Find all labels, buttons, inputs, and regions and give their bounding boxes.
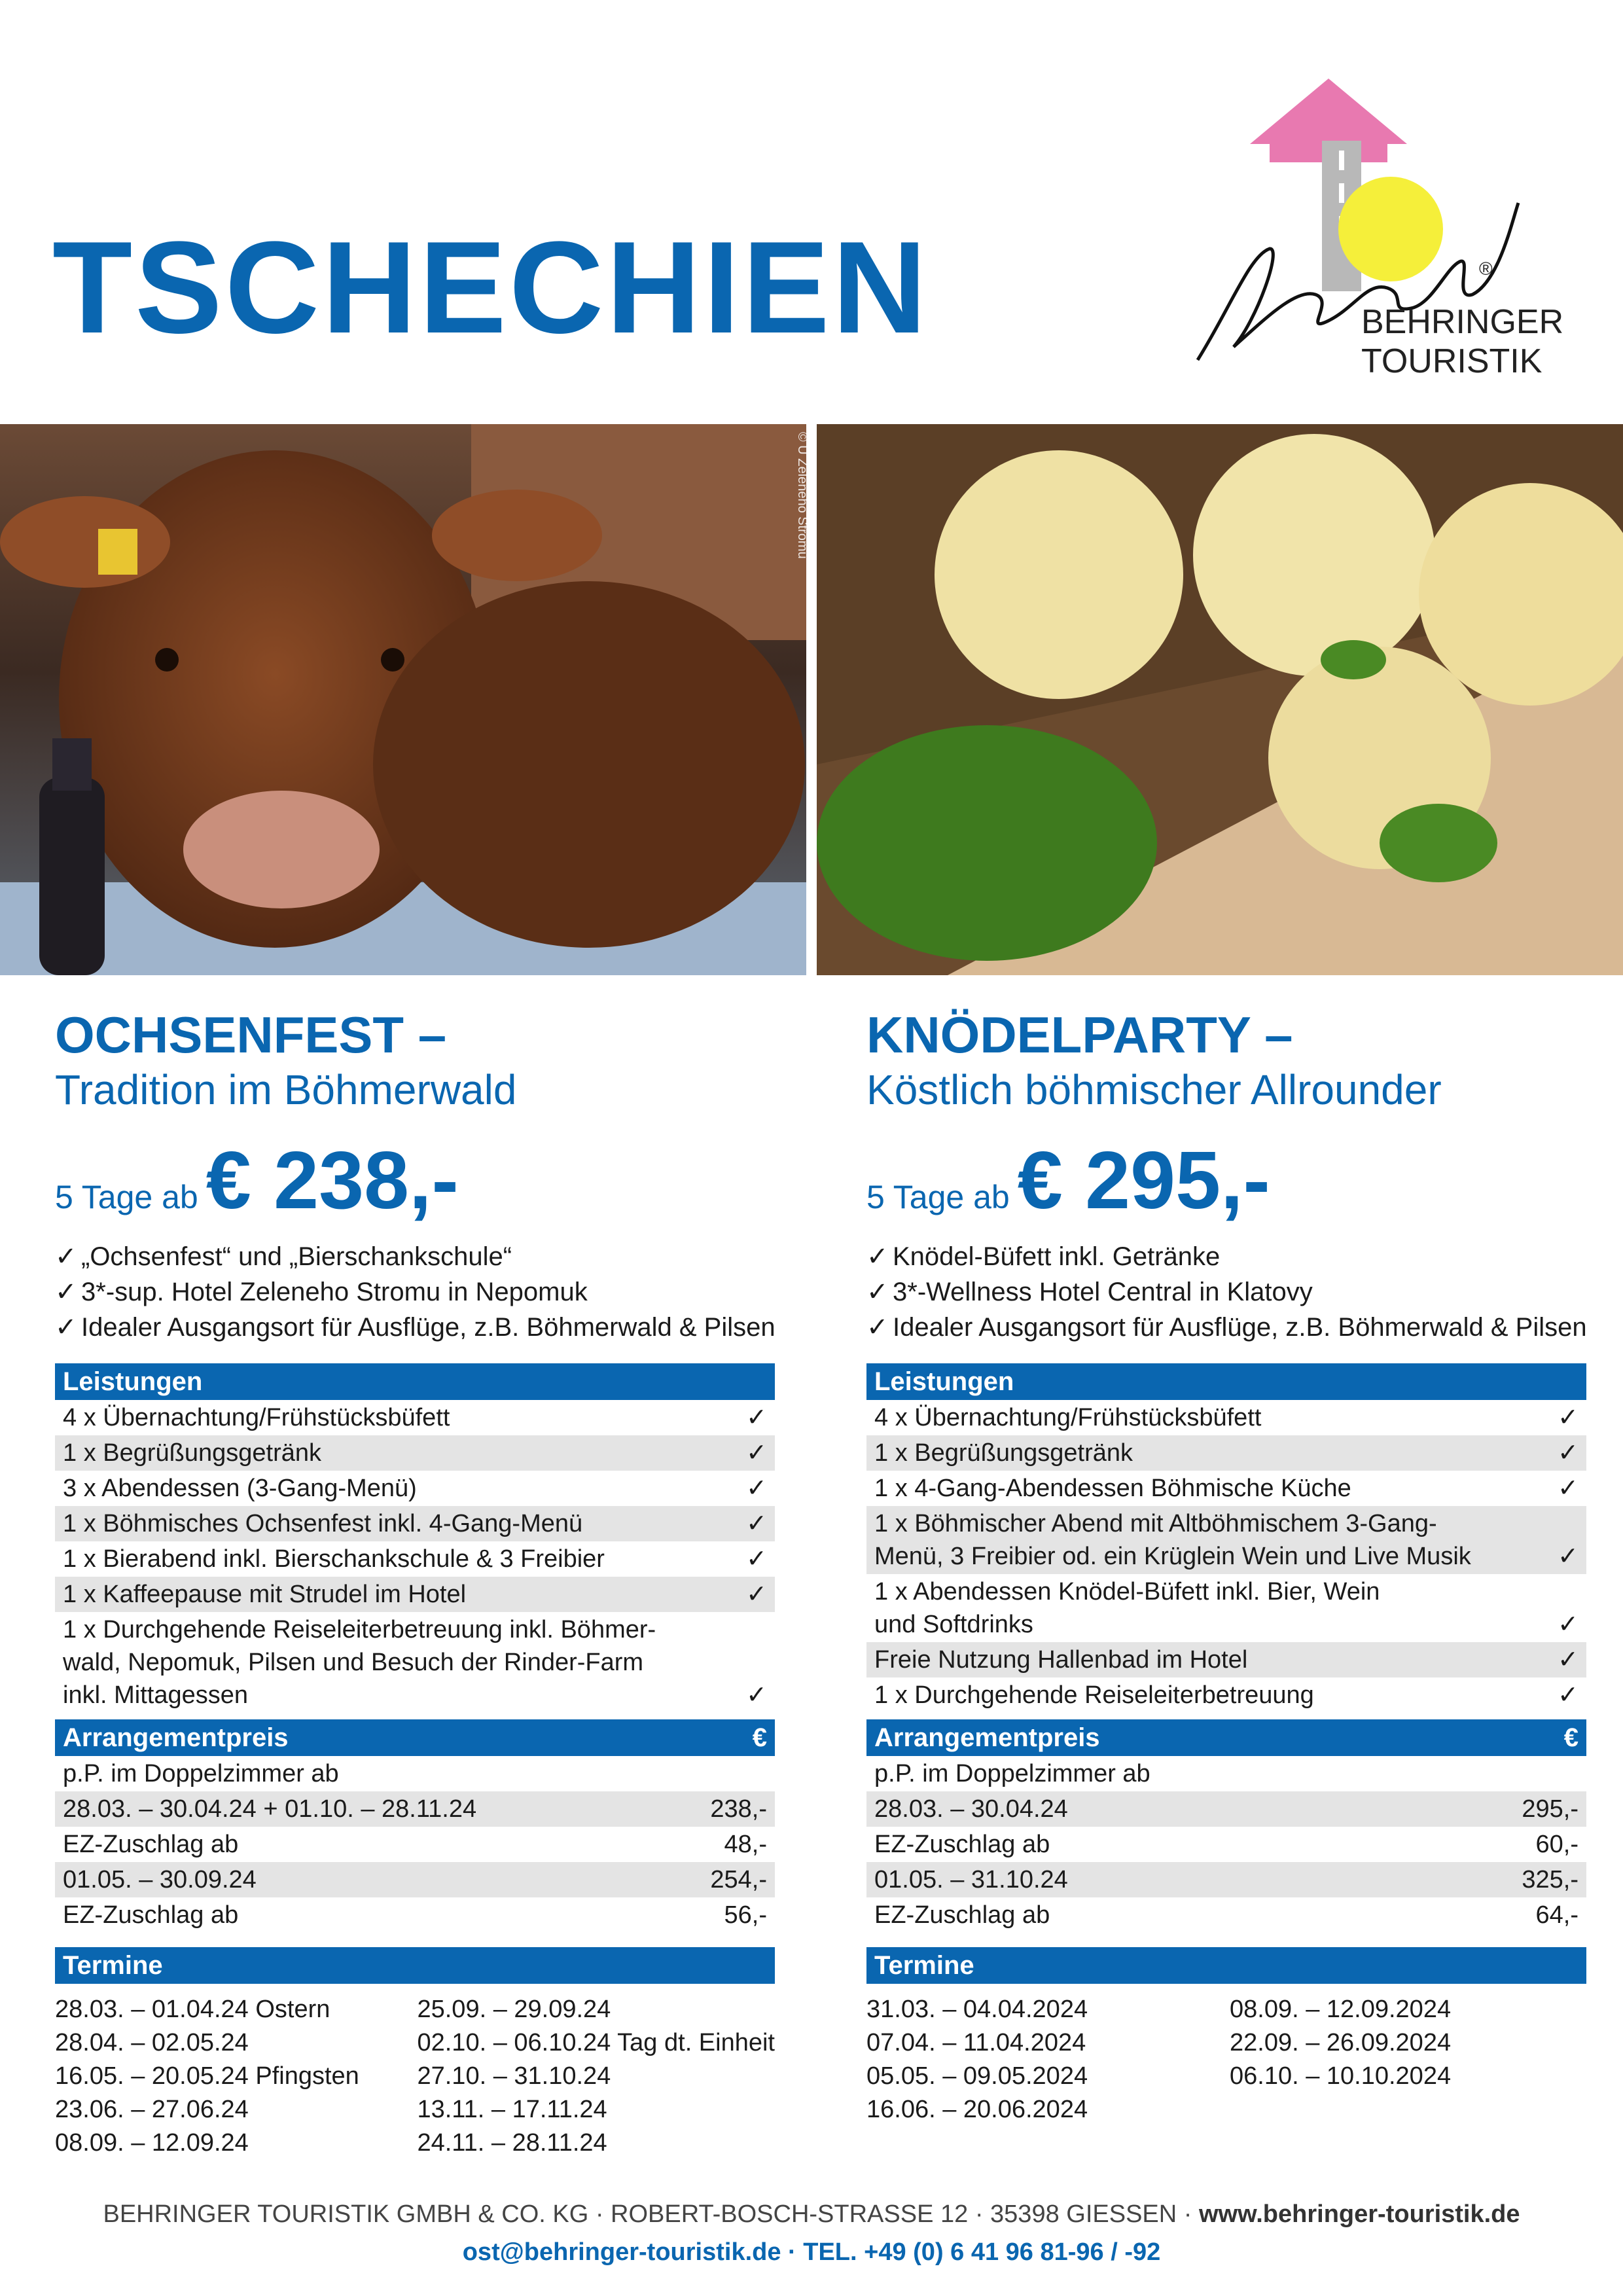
table-row: 4 x Übernachtung/Frühstücksbüfett ✓ (55, 1400, 775, 1435)
check-icon: ✓ (746, 1510, 767, 1537)
termine-section (55, 1947, 775, 2160)
date-item: 13.11. – 17.11.24 (417, 2096, 607, 2123)
date-item: 08.09. – 12.09.2024 (1230, 1996, 1452, 2023)
table-row: 01.05. – 31.10.24 325,- (866, 1862, 1586, 1897)
offer-price (55, 1134, 775, 1226)
date-item (1230, 2093, 1586, 2126)
offer-price (866, 1134, 1586, 1226)
check-icon: ✓ (746, 1545, 767, 1573)
date-item: 28.04. – 02.05.24 (55, 2029, 249, 2056)
offer-knoedelparty (866, 1005, 1586, 2126)
logo-name (1361, 302, 1563, 381)
date-item: 16.05. – 20.05.24 Pfingsten (55, 2062, 359, 2090)
table-row: 1 x Durchgehende Reiseleiterbetreuung ✓ (866, 1677, 1586, 1713)
footer-contact: ost@behringer-touristik.de · TEL. +49 (0) 6 41 96 81-96 / -92 (462, 2238, 1161, 2266)
offer-subtitle: Köstlich böhmischer Allrounder (866, 1066, 1442, 1113)
check-icon: ✓ (1558, 1646, 1578, 1674)
table-row: 28.03. – 30.04.24 + 01.10. – 28.11.24 238,- (55, 1791, 775, 1827)
table-row: 1 x Böhmisches Ochsenfest inkl. 4-Gang-Menü ✓ (55, 1506, 775, 1541)
date-item: 24.11. – 28.11.24 (417, 2129, 607, 2157)
table-row: 1 x Begrüßungsgetränk ✓ (55, 1435, 775, 1471)
check-icon: ✓ (1558, 1543, 1578, 1570)
table-row: 1 x Bierabend inkl. Bierschankschule & 3 Freibier ✓ (55, 1541, 775, 1577)
check-icon: ✓ (746, 1439, 767, 1467)
date-item: 25.09. – 29.09.24 (417, 1996, 611, 2023)
highlight-item: ✓ Knödel-Büfett inkl. Getränke (866, 1239, 1586, 1274)
dumpling-2 (1193, 434, 1435, 676)
highlight-item: ✓ 3*-sup. Hotel Zeleneho Stromu in Nepomuk (55, 1274, 775, 1310)
price-intro: p.P. im Doppelzimmer ab (874, 1760, 1150, 1787)
date-item: 16.06. – 20.06.2024 (866, 2096, 1088, 2123)
check-icon: ✓ (746, 1475, 767, 1502)
check-icon: ✓ (1558, 1404, 1578, 1431)
parsley (817, 725, 1157, 961)
table-row: EZ-Zuschlag ab 60,- (874, 1831, 1578, 1858)
price-value: € 238,- (205, 1136, 459, 1226)
highlight-item: ✓ Idealer Ausgangsort für Ausflüge, z.B. Böhmerwald & Pilsen (55, 1310, 775, 1345)
cow-ear-right (432, 490, 602, 581)
check-icon: ✓ (1558, 1611, 1578, 1638)
table-row: EZ-Zuschlag ab 48,- (63, 1831, 767, 1858)
date-item: 07.04. – 11.04.2024 (866, 2029, 1086, 2056)
date-item: 27.10. – 31.10.24 (417, 2062, 611, 2090)
termine-header: Termine (866, 1947, 1586, 1984)
date-item: 31.03. – 04.04.2024 (866, 1996, 1088, 2023)
check-icon: ✓ (746, 1581, 767, 1608)
date-item: 22.09. – 26.09.2024 (1230, 2029, 1452, 2056)
check-icon: ✓ (1558, 1681, 1578, 1709)
registered-mark: ® (1479, 259, 1493, 279)
ear-tag (98, 529, 137, 575)
check-icon: ✓ (746, 1681, 767, 1709)
logo-name-line1: BEHRINGER (1361, 303, 1564, 341)
highlight-item: ✓ „Ochsenfest“ und „Bierschankschule“ (55, 1239, 775, 1274)
photo-dumplings (817, 424, 1623, 975)
highlight-item: ✓ 3*-Wellness Hotel Central in Klatovy (866, 1274, 1586, 1310)
table-row: 1 x Kaffeepause mit Strudel im Hotel ✓ (55, 1577, 775, 1612)
check-icon: ✓ (866, 1242, 889, 1271)
cow-ear-left (0, 496, 170, 588)
date-item: 23.06. – 27.06.24 (55, 2096, 249, 2123)
table-row: EZ-Zuschlag ab 64,- (874, 1901, 1578, 1929)
website-link[interactable]: www.behringer-touristik.de (1198, 2200, 1520, 2228)
beer-bottle (39, 778, 105, 975)
highlight-list (55, 1239, 775, 1345)
price-table (55, 1719, 775, 1933)
offer-ochsenfest (55, 1005, 775, 2160)
table-row: Freie Nutzung Hallenbad im Hotel ✓ (866, 1642, 1586, 1677)
leistungen-header: Leistungen (55, 1363, 775, 1400)
check-icon: ✓ (55, 1278, 77, 1306)
price-prefix: 5 Tage ab (866, 1179, 1010, 1215)
termine-list (866, 1993, 1586, 2126)
table-row: 3 x Abendessen (3-Gang-Menü) ✓ (55, 1471, 775, 1506)
price-prefix: 5 Tage ab (55, 1179, 198, 1215)
date-item: 08.09. – 12.09.24 (55, 2129, 249, 2157)
check-icon: ✓ (866, 1278, 889, 1306)
table-row: EZ-Zuschlag ab 56,- (63, 1901, 767, 1929)
leistungen-rows (866, 1400, 1586, 1713)
price-intro: p.P. im Doppelzimmer ab (63, 1760, 339, 1787)
table-row: 1 x Durchgehende Reiseleiterbetreuung inkl. Böhmer- wald, Nepomuk, Pilsen und Besuch der Rinder-Farm inkl. Mittagessen ✓ (55, 1612, 775, 1713)
offer-subtitle: Tradition im Böhmerwald (55, 1066, 517, 1113)
date-item: 06.10. – 10.10.2024 (1230, 2062, 1452, 2090)
price-header: Arrangementpreis € (866, 1719, 1586, 1756)
date-item: 28.03. – 01.04.24 Ostern (55, 1996, 330, 2023)
table-row: 4 x Übernachtung/Frühstücksbüfett ✓ (866, 1400, 1586, 1435)
price-table (866, 1719, 1586, 1933)
table-row: 1 x Böhmischer Abend mit Altböhmischem 3-Gang- Menü, 3 Freibier od. ein Krüglein Wein und Live Musik ✓ (866, 1506, 1586, 1574)
price-header: Arrangementpreis € (55, 1719, 775, 1756)
table-row: 28.03. – 30.04.24 295,- (866, 1791, 1586, 1827)
leistungen-header: Leistungen (866, 1363, 1586, 1400)
table-row: 01.05. – 30.09.24 254,- (55, 1862, 775, 1897)
dumpling-1 (935, 450, 1183, 699)
highlight-list (866, 1239, 1586, 1345)
check-icon: ✓ (866, 1313, 889, 1342)
logo-sun (1338, 177, 1443, 281)
page-title: TSCHECHIEN (52, 215, 930, 361)
date-item: 02.10. – 06.10.24 Tag dt. Einheit (417, 2029, 775, 2056)
offer-title: KNÖDELPARTY – (866, 1006, 1293, 1064)
logo-name-line2: TOURISTIK (1361, 342, 1543, 380)
termine-list (55, 1993, 775, 2160)
table-row: 1 x Abendessen Knödel-Büfett inkl. Bier, Wein und Softdrinks ✓ (866, 1574, 1586, 1642)
table-row: 1 x 4-Gang-Abendessen Böhmische Küche ✓ (866, 1471, 1586, 1506)
check-icon: ✓ (1558, 1475, 1578, 1502)
highlight-item: ✓ Idealer Ausgangsort für Ausflüge, z.B. Böhmerwald & Pilsen (866, 1310, 1586, 1345)
check-icon: ✓ (55, 1242, 77, 1271)
check-icon: ✓ (746, 1404, 767, 1431)
leistungen-rows (55, 1400, 775, 1713)
cow-muzzle (183, 791, 380, 908)
table-row: 1 x Begrüßungsgetränk ✓ (866, 1435, 1586, 1471)
photo-ox (0, 424, 806, 975)
footer-address: BEHRINGER TOURISTIK GMBH & CO. KG · ROBERT-BOSCH-STRASSE 12 · 35398 GIESSEN · www.behringer-touristik.de (103, 2200, 1520, 2228)
termine-header: Termine (55, 1947, 775, 1984)
offer-title: OCHSENFEST – (55, 1006, 447, 1064)
price-value: € 295,- (1017, 1136, 1270, 1226)
check-icon: ✓ (55, 1313, 77, 1342)
date-item: 05.05. – 09.05.2024 (866, 2062, 1088, 2090)
leistungen-table (866, 1363, 1586, 1713)
photo-credit: © U Zeleneho Stromu (795, 432, 810, 559)
check-icon: ✓ (1558, 1439, 1578, 1467)
termine-section (866, 1947, 1586, 2126)
leistungen-table (55, 1363, 775, 1713)
